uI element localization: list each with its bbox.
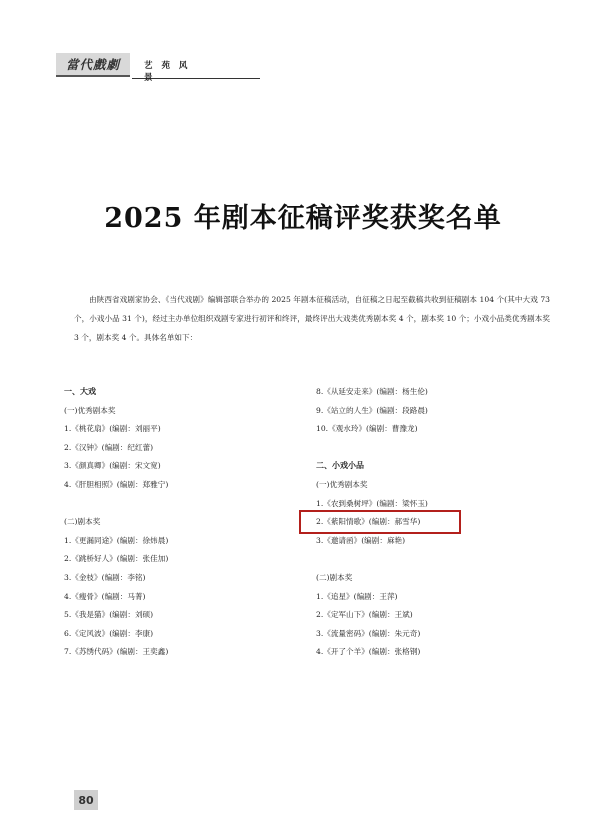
award-entry: 10.《观水玲》(编剧：曹豫龙) — [316, 424, 418, 434]
award-entry: 2.《跳桥好人》(编剧：张佳加) — [64, 554, 169, 564]
category-heading: 一、大戏 — [64, 387, 96, 396]
award-entry: 7.《苏绣代码》(编剧：王奕鑫) — [64, 647, 169, 657]
page-number: 80 — [74, 790, 98, 810]
award-entry: 2.《定军山下》(编剧：王斌) — [316, 610, 413, 620]
spacer — [316, 439, 546, 458]
award-entry: 6.《定风波》(编剧：李康) — [64, 628, 154, 638]
award-entry: 1.《农到桑树坪》(编剧：梁怀玉) — [316, 498, 428, 508]
award-entry: 1.《更漏同途》(编剧：徐炜晨) — [64, 535, 169, 545]
spacer — [316, 550, 546, 569]
award-entry: 1.《追星》(编剧：王萍) — [316, 591, 398, 601]
award-entry: 4.《开了个羊》(编剧：张格钢) — [316, 647, 421, 657]
award-entry: 3.《邀请函》(编剧：麻艳) — [316, 535, 406, 545]
award-entry: 4.《肝胆相照》(编剧：郑雅宁) — [64, 479, 169, 489]
award-entry: 9.《站立的人生》(编剧：段路晨) — [316, 405, 428, 415]
award-entry: 3.《流量密码》(编剧：朱元奇) — [316, 628, 421, 638]
award-entry: 3.《金枝》(编剧：李铭) — [64, 572, 146, 582]
award-entry: 3.《颜真卿》(编剧：宋文宽) — [64, 461, 161, 471]
intro-paragraph: 由陕西省戏剧家协会、《当代戏剧》编辑部联合举办的 2025 年剧本征稿活动，自征稿之日起至截稿共收到征稿剧本 104 个(其中大戏 73 个，小戏小品 31 个)，经过主办单位组织戏剧专家进行初评和终评，最终评出大戏类优秀剧本奖 4 个，剧本奖 10 个；小戏小品类优秀剧本奖 3 个，剧本奖 4 个。具体名单如下： — [74, 295, 550, 342]
award-entry: 2.《紫阳情歌》(编剧：郝雪华) — [316, 517, 421, 527]
page-header — [56, 50, 206, 83]
award-entry: 4.《瘦骨》(编剧：马菁) — [64, 591, 146, 601]
award-entry: 5.《我是猫》(编剧：刘硕) — [64, 610, 154, 620]
highlight-box — [299, 510, 461, 534]
award-entry: 1.《桃花扇》(编剧：刘丽平) — [64, 424, 161, 434]
award-entry: (二)剧本奖 — [64, 517, 101, 527]
section-name: 艺 苑 风 景 — [144, 61, 191, 83]
article-title: 2025 年剧本征稿评奖获奖名单 — [104, 203, 502, 234]
spacer — [64, 495, 284, 514]
category-heading: 二、小戏小品 — [316, 461, 364, 471]
award-entry: 8.《从延安走来》(编剧：杨生伦) — [316, 387, 428, 396]
award-entry: (一)优秀剧本奖 — [316, 479, 368, 489]
award-entry: (一)优秀剧本奖 — [64, 405, 116, 415]
award-entry: (二)剧本奖 — [316, 572, 353, 582]
award-entry: 2.《汉钟》(编剧：纪红蕾) — [64, 442, 154, 452]
journal-logo: 當代戲劇 — [56, 53, 130, 77]
left-column — [64, 383, 284, 662]
